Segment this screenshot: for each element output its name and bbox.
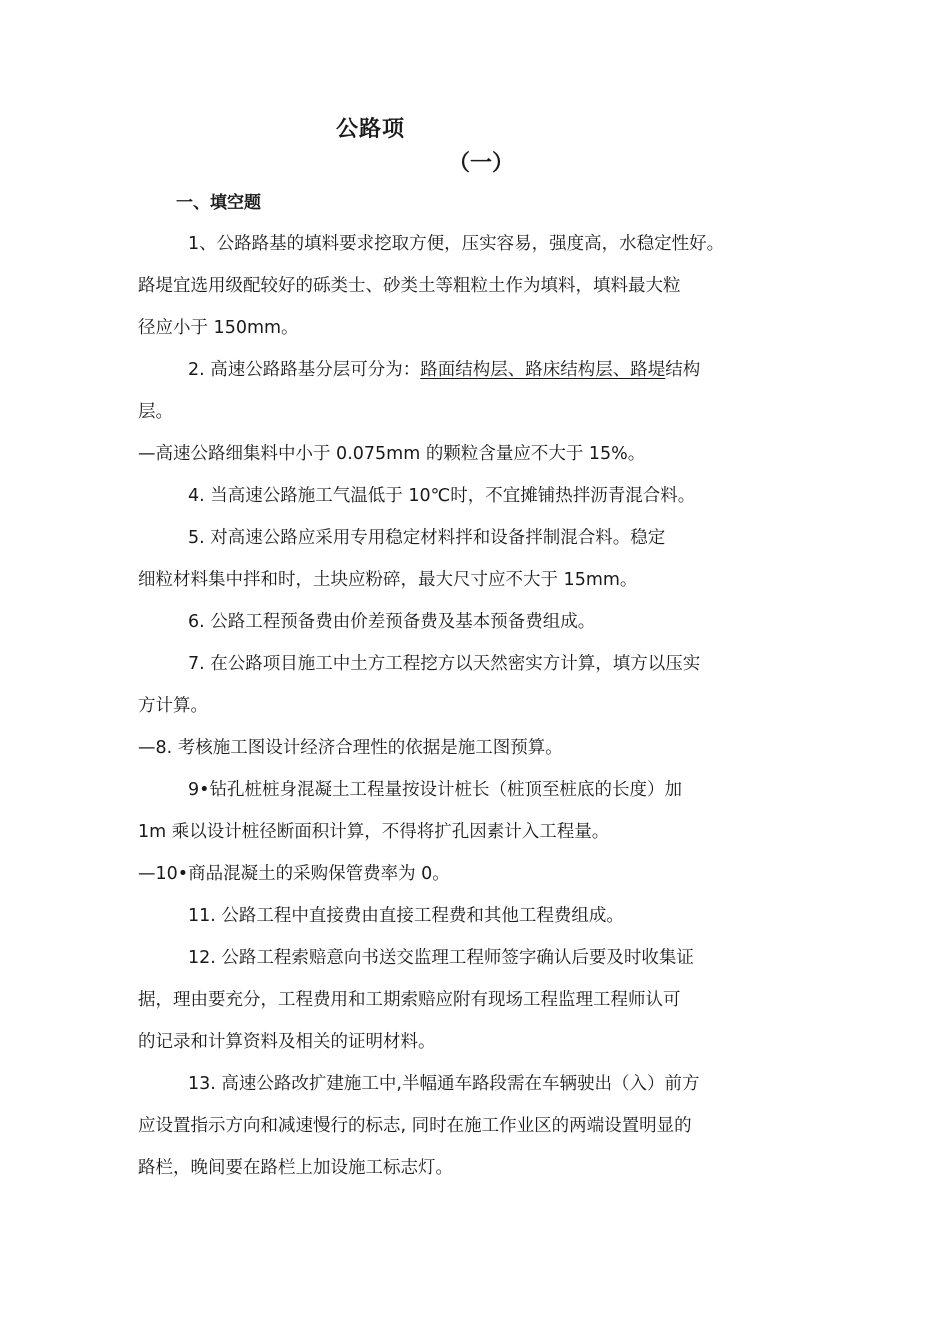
page-subtitle: （一） (448, 151, 515, 176)
text-line: 12. 公路工程索赔意向书送交监理工程师签字确认后要及时收集证 (188, 948, 694, 968)
text-line: 1m 乘以设计桩径断面积计算，不得将扩孔因素计入工程量。 (138, 822, 610, 842)
text-line: 7. 在公路项目施工中土方工程挖方以天然密实方计算，填方以压实 (188, 654, 701, 674)
text-line: 5. 对高速公路应采用专用稳定材料拌和设备拌制混合料。稳定 (188, 528, 666, 548)
text-line: 11. 公路工程中直接费由直接工程费和其他工程费组成。 (188, 906, 624, 926)
text-segment: 结构 (665, 360, 701, 380)
text-line (188, 358, 700, 382)
text-line: 9•钻孔桩桩身混凝土工程量按设计桩长（桩顶至桩底的长度）加 (188, 780, 682, 800)
section-heading: 一、填空题 (176, 193, 261, 213)
text-line: 应设置指示方向和减速慢行的标志, 同时在施工作业区的两端设置明显的 (138, 1116, 692, 1136)
text-line: 径应小于 150mm。 (138, 318, 299, 338)
text-line: 层。 (138, 402, 173, 422)
underlined-text: 路面结构层、路床结构层、路堤 (420, 360, 666, 380)
text-line: 细粒材料集中拌和时，土块应粉碎，最大尺寸应不大于 15mm。 (138, 570, 638, 590)
text-segment: 2. 高速公路路基分层可分为： (188, 360, 421, 380)
text-line: 据，理由要充分，工程费用和工期索赔应附有现场工程监理工程师认可 (138, 990, 681, 1010)
text-line: 路堤宜选用级配较好的砾类士、砂类土等粗粒土作为填料，填料最大粒 (138, 276, 681, 296)
text-line: —8. 考核施工图设计经济合理性的依据是施工图预算。 (138, 738, 563, 758)
text-line: —10•商品混凝土的采购保管费率为 0。 (138, 864, 450, 884)
text-line: 的记录和计算资料及相关的证明材料。 (138, 1032, 436, 1052)
text-line: 路栏，晚间要在路栏上加设施工标志灯。 (138, 1158, 453, 1178)
text-line: 6. 公路工程预备费由价差预备费及基本预备费组成。 (188, 612, 596, 632)
page-title: 公路项 (336, 117, 406, 142)
text-line: 1、公路路基的填料要求挖取方便，压实容易，强度高，水稳定性好。 (188, 234, 725, 254)
text-line: 4. 当高速公路施工气温低于 10℃时，不宜摊铺热拌沥青混合料。 (188, 486, 696, 506)
text-line: —高速公路细集料中小于 0.075mm 的颗粒含量应不大于 15%。 (138, 444, 646, 464)
text-line: 13. 高速公路改扩建施工中,半幅通车路段需在车辆驶出（入）前方 (188, 1074, 700, 1094)
text-line: 方计算。 (138, 696, 208, 716)
